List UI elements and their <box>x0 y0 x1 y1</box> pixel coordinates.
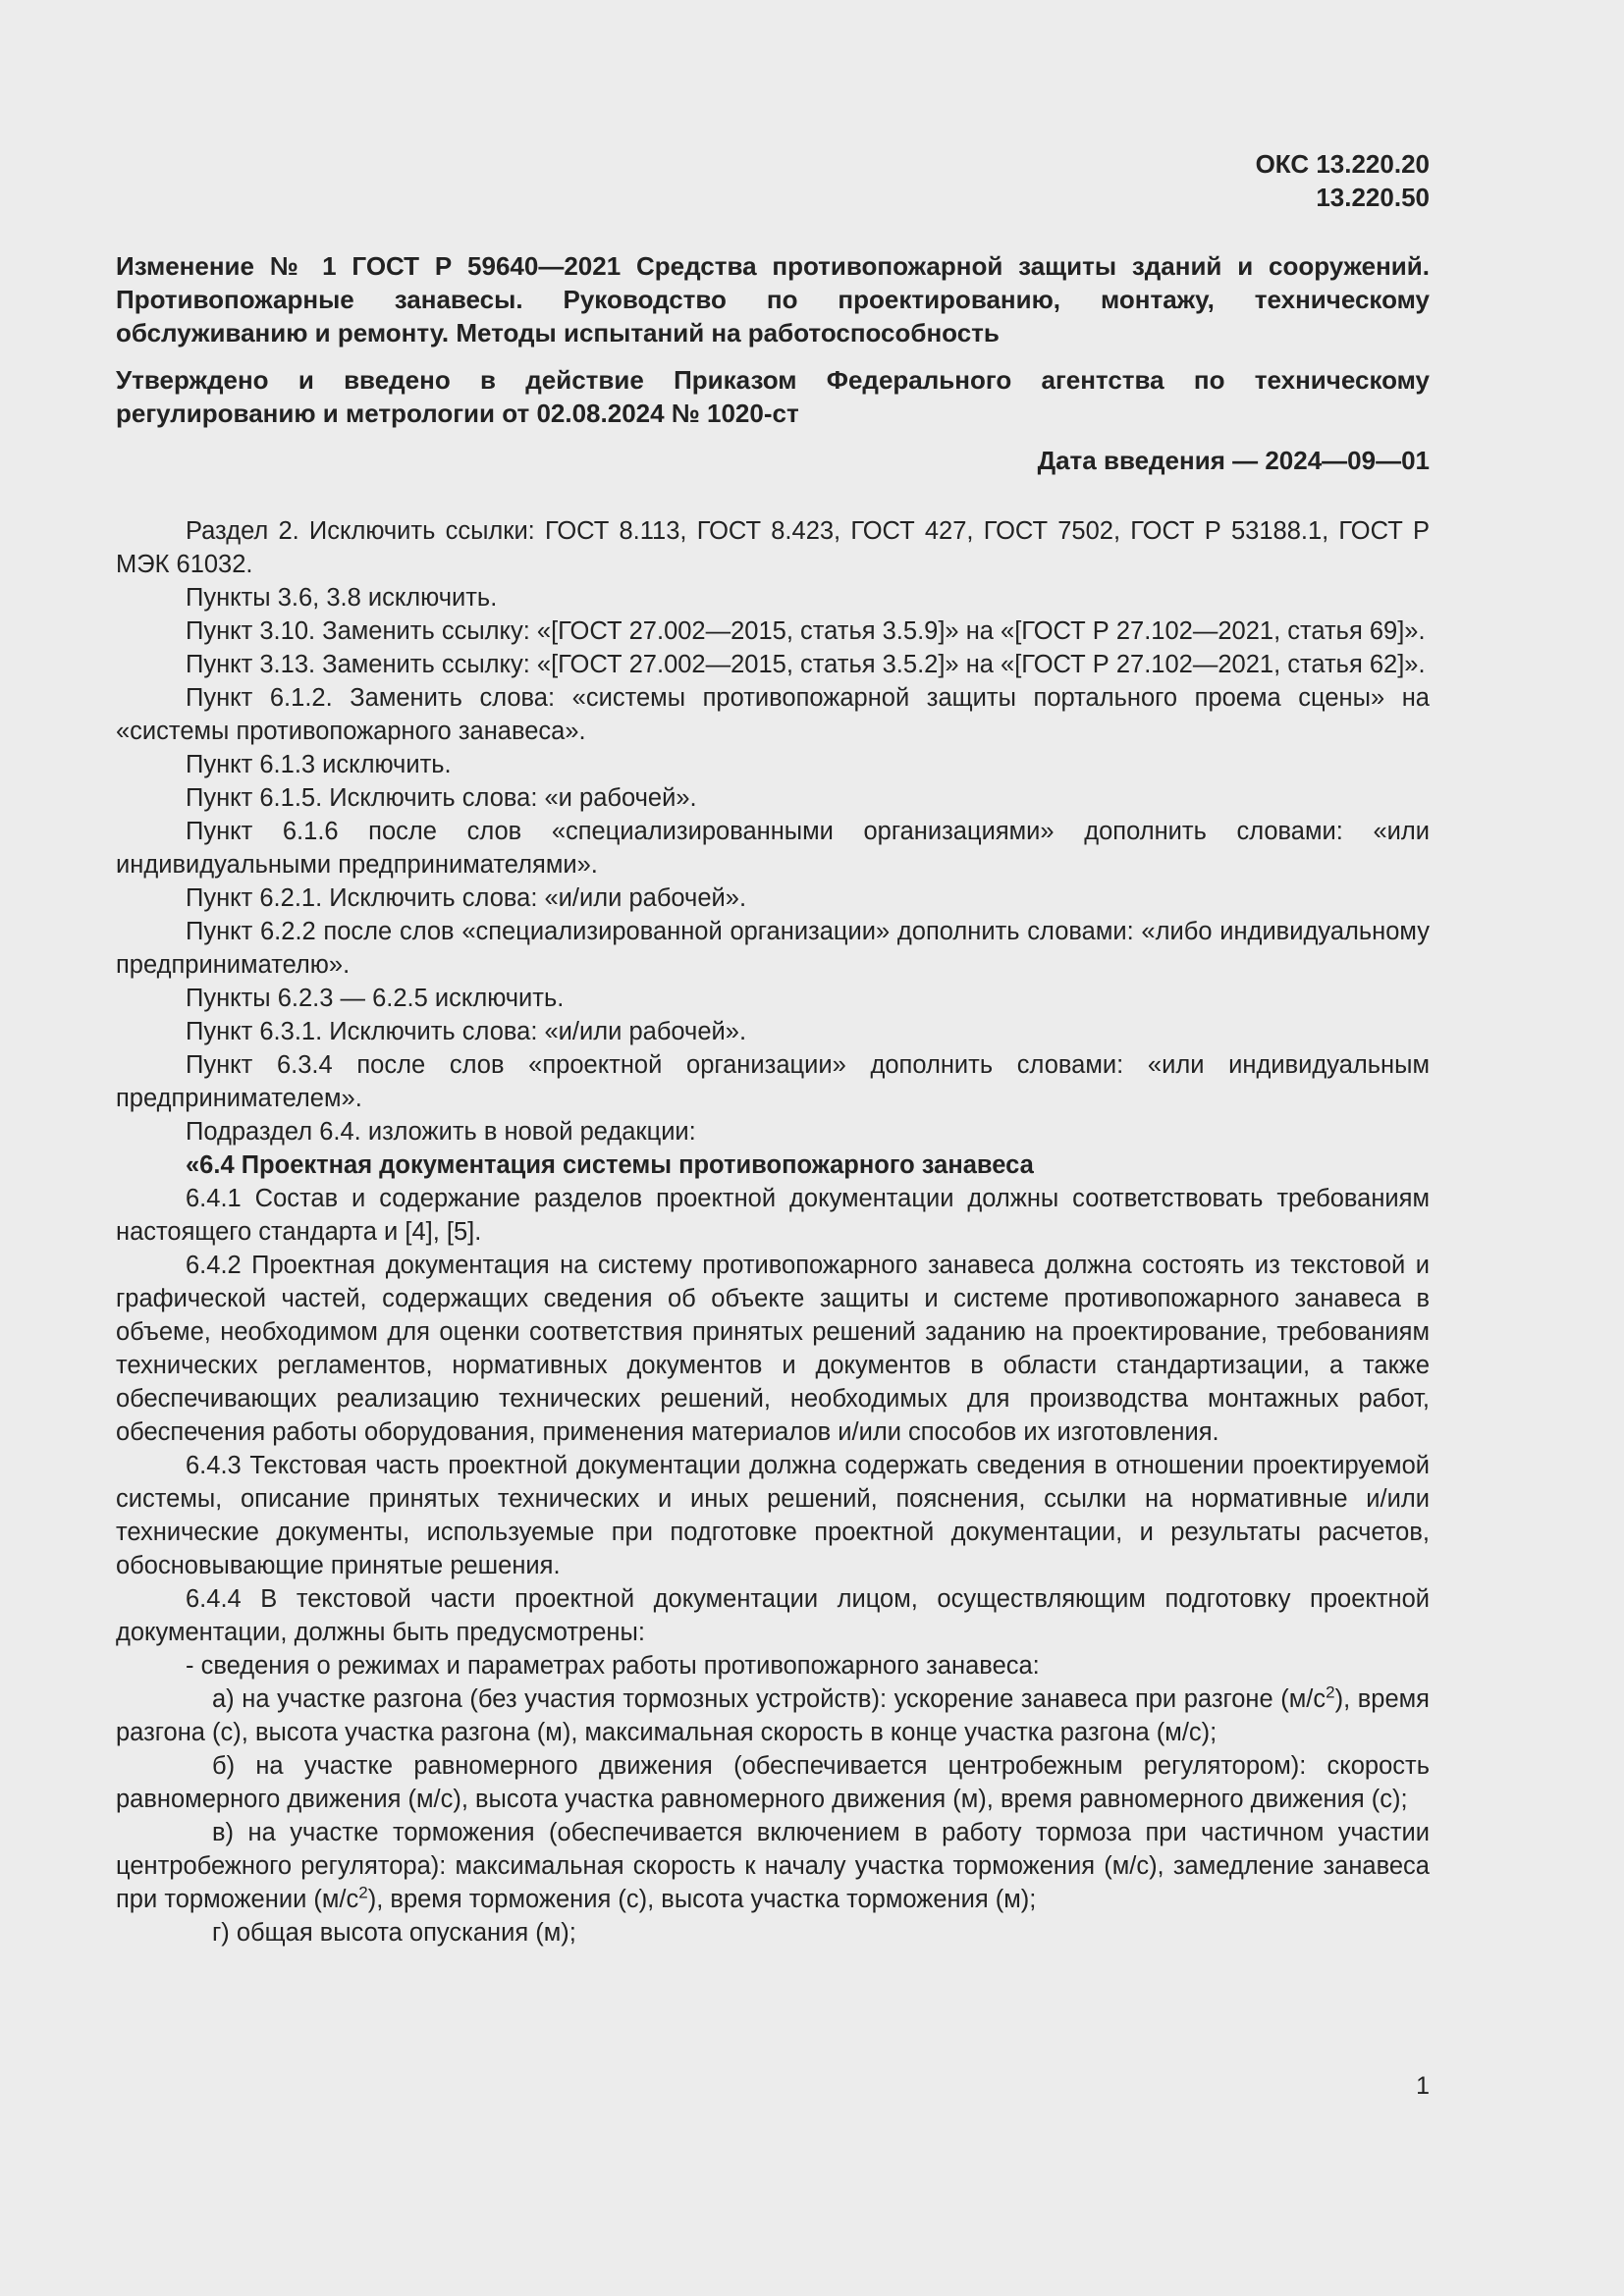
list-item-text: а) на участке разгона (без участия тормозных устройств): ускорение занавеса при разгоне (м/с <box>212 1685 1326 1713</box>
superscript: 2 <box>358 1883 368 1902</box>
paragraph: Пункт 6.3.4 после слов «проектной организации» дополнить словами: «или индивидуальным предпринимателем». <box>116 1051 1430 1112</box>
paragraph: Пункт 3.10. Заменить ссылку: «[ГОСТ 27.002—2015, статья 3.5.9]» на «[ГОСТ Р 27.102—2021, статья 69]». <box>186 617 1426 645</box>
paragraph: Раздел 2. Исключить ссылки: ГОСТ 8.113, ГОСТ 8.423, ГОСТ 427, ГОСТ 7502, ГОСТ Р 53188.1, ГОСТ Р МЭК 61032. <box>116 517 1430 578</box>
list-item: б) на участке равномерного движения (обеспечивается центробежным регулятором): скорость равномерного движения (м/с), высота участка равномерного движения (м), время равномерного движения (с); <box>116 1752 1430 1813</box>
page-number: 1 <box>1416 2072 1430 2100</box>
paragraph: 6.4.1 Состав и содержание разделов проектной документации должны соответствовать требованиям настоящего стандарта и [4], [5]. <box>116 1185 1430 1246</box>
okc-code-2: 13.220.50 <box>1316 183 1430 212</box>
paragraph: Пункт 3.13. Заменить ссылку: «[ГОСТ 27.002—2015, статья 3.5.2]» на «[ГОСТ Р 27.102—2021, статья 62]». <box>186 651 1426 678</box>
paragraph: 6.4.2 Проектная документация на систему противопожарного занавеса должна состоять из текстовой и графической частей, содержащих сведения об объекте защиты и системе противопожарного занавеса в объеме, необходимом для оценки соответствия принятых решений заданию на проектирование, требованиям технических регламентов, нормативных документов и документов в области стандартизации, а также обеспечивающих реализацию технических решений, необходимых для производства монтажных работ, обеспечения работы оборудования, применения материалов и/или способов их изготовления. <box>116 1252 1430 1446</box>
paragraph: Пункт 6.1.3 исключить. <box>186 751 452 778</box>
list-item <box>116 1682 1430 1749</box>
list-item-text: ), время разгона (с), высота участка разгона (м), максимальная скорость в конце участка разгона (м/с); <box>116 1685 1430 1746</box>
approval-statement: Утверждено и введено в действие Приказом Федерального агентства по техническому регулированию и метрологии от 02.08.2024 № 1020-ст <box>116 365 1430 428</box>
list-item: г) общая высота опускания (м); <box>212 1919 576 1947</box>
paragraph: Подраздел 6.4. изложить в новой редакции: <box>186 1118 696 1146</box>
paragraph: Пункт 6.1.5. Исключить слова: «и рабочей». <box>186 784 697 812</box>
document-body <box>116 514 1430 1949</box>
superscript: 2 <box>1326 1682 1335 1702</box>
list-item-text: ), время торможения (с), высота участка торможения (м); <box>367 1886 1037 1913</box>
change-title: Изменение № 1 ГОСТ Р 59640—2021 Средства противопожарной защиты зданий и сооружений. Противопожарные занавесы. Руководство по проектированию, монтажу, техническому обслуживанию и ремонту. Методы испытаний на работоспособность <box>116 251 1430 347</box>
introduction-date: Дата введения — 2024—09—01 <box>1037 446 1430 475</box>
list-intro: - сведения о режимах и параметрах работы противопожарного занавеса: <box>186 1652 1040 1680</box>
paragraph: Пункт 6.1.2. Заменить слова: «системы противопожарной защиты портального проема сцены» на «системы противопожарного занавеса». <box>116 684 1430 745</box>
paragraph: Пункт 6.3.1. Исключить слова: «и/или рабочей». <box>186 1018 747 1045</box>
paragraph: Пункты 3.6, 3.8 исключить. <box>186 584 498 612</box>
paragraph: Пункты 6.2.3 — 6.2.5 исключить. <box>186 985 565 1012</box>
paragraph: Пункт 6.2.2 после слов «специализированной организации» дополнить словами: «либо индивидуальному предпринимателю». <box>116 918 1430 979</box>
paragraph: Пункт 6.2.1. Исключить слова: «и/или рабочей». <box>186 884 747 912</box>
paragraph: Пункт 6.1.6 после слов «специализированными организациями» дополнить словами: «или индивидуальными предпринимателями». <box>116 818 1430 879</box>
document-page <box>116 147 1430 1949</box>
section-heading: «6.4 Проектная документация системы противопожарного занавеса <box>186 1151 1034 1179</box>
list-item <box>116 1816 1430 1916</box>
okc-code-1: ОКС 13.220.20 <box>1255 149 1430 179</box>
paragraph: 6.4.4 В текстовой части проектной документации лицом, осуществляющим подготовку проектной документации, должны быть предусмотрены: <box>116 1585 1430 1646</box>
list-item-text: в) на участке торможения (обеспечивается включением в работу тормоза при частичном участии центробежного регулятора): максимальная скорость к началу участка торможения (м/с), замедление занавеса при торможении (м/с <box>116 1819 1430 1913</box>
paragraph: 6.4.3 Текстовая часть проектной документации должна содержать сведения в отношении проектируемой системы, описание принятых технических и иных решений, пояснения, ссылки на нормативные и/или технические документы, используемые при подготовке проектной документации, и результаты расчетов, обосновывающие принятые решения. <box>116 1452 1430 1579</box>
